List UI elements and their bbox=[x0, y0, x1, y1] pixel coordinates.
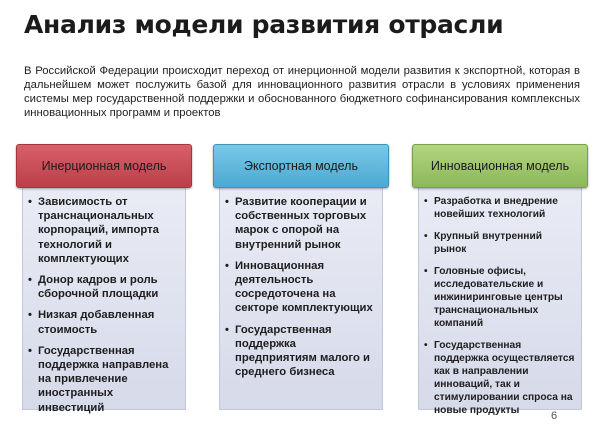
list-item: • Зависимость от транснациональных корпораций, импорта технологий и комплектующих bbox=[27, 195, 179, 266]
column-body-export bbox=[219, 186, 383, 410]
column-header-innovation: Инновационная модель bbox=[412, 144, 588, 188]
export-list bbox=[224, 195, 376, 379]
column-header-inertial: Инерционная модель bbox=[16, 144, 192, 188]
list-item: • Головные офисы, исследовательские и инжиниринговые центры транснациональных компаний bbox=[423, 265, 575, 330]
column-body-inertial bbox=[22, 186, 186, 414]
list-item: • Инновационная деятельность сосредоточена на секторе комплектующих bbox=[224, 259, 376, 316]
list-item: • Крупный внутренний рынок bbox=[423, 230, 575, 256]
column-inertial-model bbox=[16, 144, 192, 414]
list-item: • Государственная поддержка направлена на привлечение иностранных инвестиций bbox=[27, 344, 179, 415]
column-innovation-model bbox=[412, 144, 588, 416]
list-item: • Разработка и внедрение новейших технологий bbox=[423, 195, 575, 221]
intro-paragraph: В Российской Федерации происходит переход от инерционной модели развития к экспортной, которая в дальнейшем может послужить базой для инновационного развития отрасли в условиях применения системы мер государственной поддержки и обоснованного бюджетного софинансирования комплексных инновационных программ и проектов bbox=[24, 65, 580, 119]
inertial-list bbox=[27, 195, 179, 415]
list-item: • Донор кадров и роль сборочной площадки bbox=[27, 273, 179, 301]
list-item: • Государственная поддержка предприятиям малого и среднего бизнеса bbox=[224, 323, 376, 380]
column-header-export: Экспортная модель bbox=[213, 144, 389, 188]
slide-title: Анализ модели развития отрасли bbox=[24, 10, 504, 39]
column-export-model bbox=[213, 144, 389, 410]
column-body-innovation bbox=[418, 186, 582, 416]
list-item: • Развитие кооперации и собственных торговых марок с опорой на внутренний рынок bbox=[224, 195, 376, 252]
list-item: • Низкая добавленная стоимость bbox=[27, 308, 179, 336]
page-number: 6 bbox=[551, 410, 558, 422]
list-item: • Государственная поддержка осуществляется как в направлении инноваций, так и стимулировании спроса на новые продукты bbox=[423, 339, 575, 417]
innovation-list bbox=[423, 195, 575, 417]
